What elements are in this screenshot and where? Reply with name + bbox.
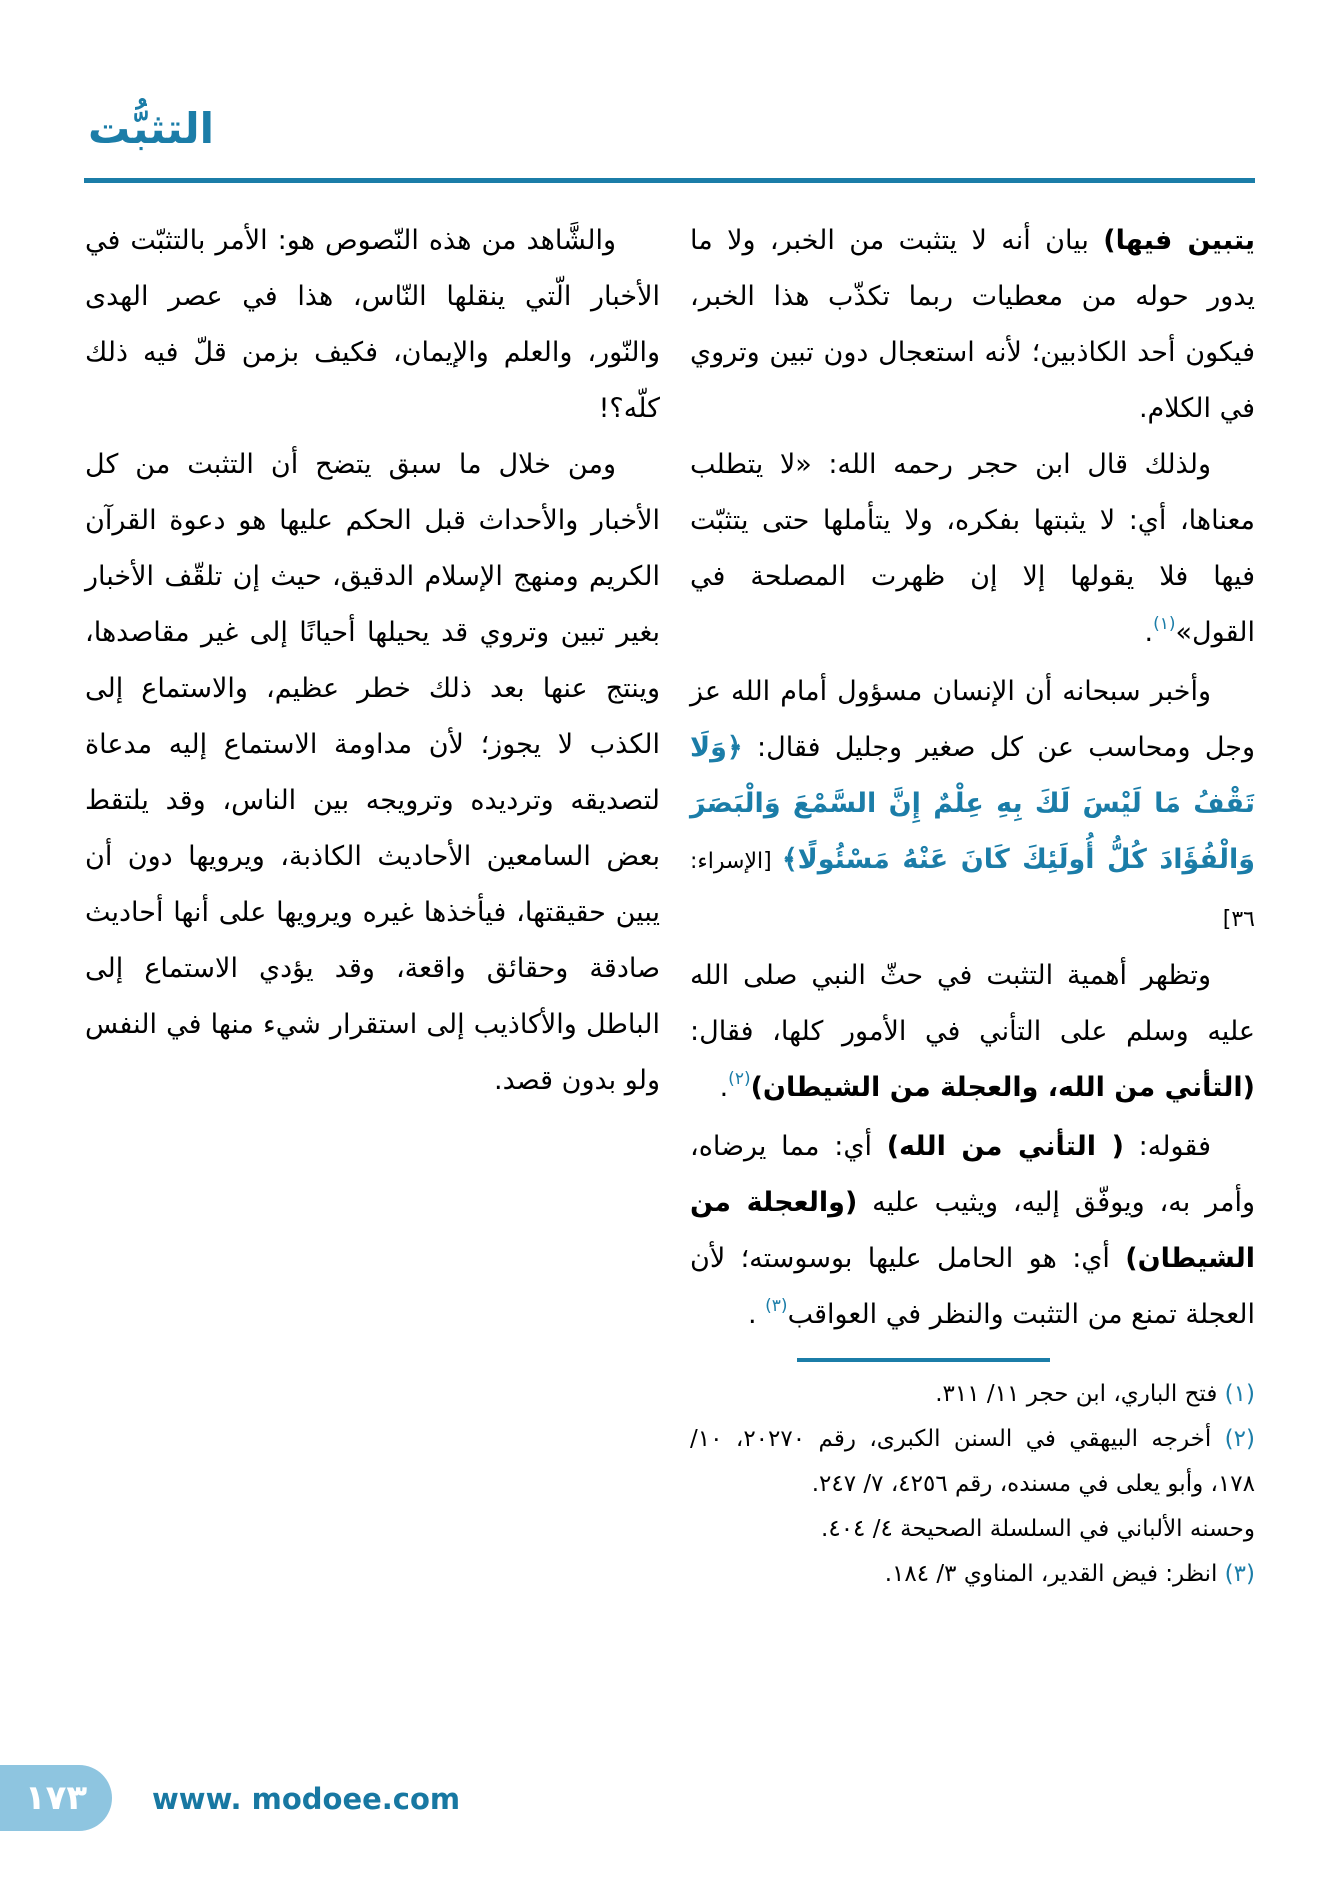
- column-right: [690, 213, 1255, 1597]
- body-text: أي: مما يرضاه، وأمر به، ويوفّق إليه، ويثيب عليه: [690, 1131, 1256, 1218]
- header-divider: [84, 178, 1255, 183]
- footnote-2: [690, 1417, 1255, 1552]
- footnote-divider: [797, 1358, 1050, 1362]
- footnote-marker-3: (٣): [765, 1296, 788, 1316]
- footnote-text: انظر: فيض القدير، المناوي ٣/ ١٨٤.: [884, 1561, 1218, 1587]
- body-text: بيان أنه لا يتثبت من الخبر، ولا ما يدور حوله من معطيات ربما تكذّب هذا الخبر، فيكون أحد الكاذبين؛ لأنه استعجال دون تبين وتروي في الكلام.: [690, 225, 1255, 424]
- hadith-text: (التأني من الله، والعجلة من الشيطان): [750, 1072, 1255, 1103]
- paragraph-quran: [690, 664, 1255, 948]
- page-number-badge: [0, 1765, 112, 1831]
- footnote-1: [690, 1372, 1255, 1417]
- paragraph-summary: ومن خلال ما سبق يتضح أن التثبت من كل الأخبار والأحداث قبل الحكم عليها هو دعوة القرآن الكريم ومنهج الإسلام الدقيق، حيث إن تلقّف الأخبار بغير تبين وتروي قد يحيلها أحيانًا إلى غير مقاصدها، وينتج عنها بعد ذلك خطر عظيم، والاستماع إلى الكذب لا يجوز؛ لأن مداومة الاستماع إليه مدعاة لتصديقه وترديده وترويجه بين الناس، وقد يلتقط بعض السامعين الأحاديث الكاذبة، ويرويها دون أن يبين حقيقتها، فيأخذها غيره ويرويها على أنها أحاديث صادقة وحقائق واقعة، وقد يؤدي الاستماع إلى الباطل والأكاذيب إلى استقرار شيء منها في النفس ولو بدون قصد.: [85, 449, 660, 1096]
- body-text: .: [1144, 617, 1154, 648]
- paragraph-continuation: [690, 213, 1255, 437]
- footnote-number: (١): [1224, 1381, 1255, 1407]
- body-text: .: [747, 1299, 766, 1330]
- page-title: التثبُّت: [88, 104, 215, 153]
- footnote-marker-1: (١): [1153, 614, 1176, 634]
- footnote-text: أخرجه البيهقي في السنن الكبرى، رقم ٢٠٢٧٠، ١٠/ ١٧٨، وأبو يعلى في مسنده، رقم ٤٢٥٦، ٧/ ٢٤٧.: [690, 1426, 1255, 1497]
- paragraph-shahid: والشَّاهد من هذه النّصوص هو: الأمر بالتثبّت في الأخبار الّتي ينقلها النّاس، هذا في عصر الهدى والنّور، والعلم والإيمان، فكيف بزمن قلّ فيه ذلك كلّه؟!: [85, 225, 660, 424]
- hadith-phrase-1: ( التأني من الله): [886, 1131, 1124, 1162]
- verse-reference: [الإسراء: ٣٦]: [690, 849, 1255, 932]
- paragraph-hadith: [690, 948, 1255, 1119]
- website-link[interactable]: www. modoee.com: [152, 1782, 461, 1816]
- body-text: ولذلك قال ابن حجر رحمه الله: «لا يتطلب معناها، أي: لا يثبتها بفكره، ولا يتأملها حتى يتثبّت فيها فلا يقولها إلا إن ظهرت المصلحة في القول»: [690, 449, 1255, 648]
- body-text: .: [719, 1072, 729, 1103]
- body-text: وأخبر سبحانه أن الإنسان مسؤول أمام الله عز وجل ومحاسب عن كل صغير وجليل فقال:: [690, 676, 1255, 763]
- paragraph-ibn-hajar: [690, 437, 1255, 664]
- footnote-number: (٣): [1224, 1561, 1255, 1587]
- body-text: فقوله:: [1123, 1131, 1211, 1162]
- footnote-number: (٢): [1224, 1426, 1255, 1452]
- hadith-phrase-2: (والعجلة من الشيطان): [690, 1187, 1255, 1274]
- quoted-lemma: يتبين فيها): [1103, 225, 1255, 256]
- footnote-text-continuation: وحسنه الألباني في السلسلة الصحيحة ٤/ ٤٠٤.: [821, 1516, 1255, 1542]
- footnotes: [690, 1372, 1255, 1597]
- paragraph-explanation: [690, 1119, 1255, 1346]
- column-left: [85, 213, 660, 1109]
- quran-verse: ﴿وَلَا تَقْفُ مَا لَيْسَ لَكَ بِهِ عِلْمٌ إِنَّ السَّمْعَ وَالْبَصَرَ وَالْفُؤَادَ كُلُّ أُولَئِكَ كَانَ عَنْهُ مَسْئُولًا﴾: [690, 732, 1256, 875]
- footnote-marker-2: (٢): [728, 1069, 751, 1089]
- footnote-text: فتح الباري، ابن حجر ١١/ ٣١١.: [935, 1381, 1218, 1407]
- body-text: وتظهر أهمية التثبت في حثّ النبي صلى الله عليه وسلم على التأني في الأمور كلها، فقال:: [690, 960, 1255, 1047]
- body-text: أي: هو الحامل عليها بوسوسته؛ لأن العجلة تمنع من التثبت والنظر في العواقب: [690, 1243, 1255, 1330]
- page-number: ١٧٣: [24, 1778, 88, 1818]
- footnote-3: [690, 1552, 1255, 1597]
